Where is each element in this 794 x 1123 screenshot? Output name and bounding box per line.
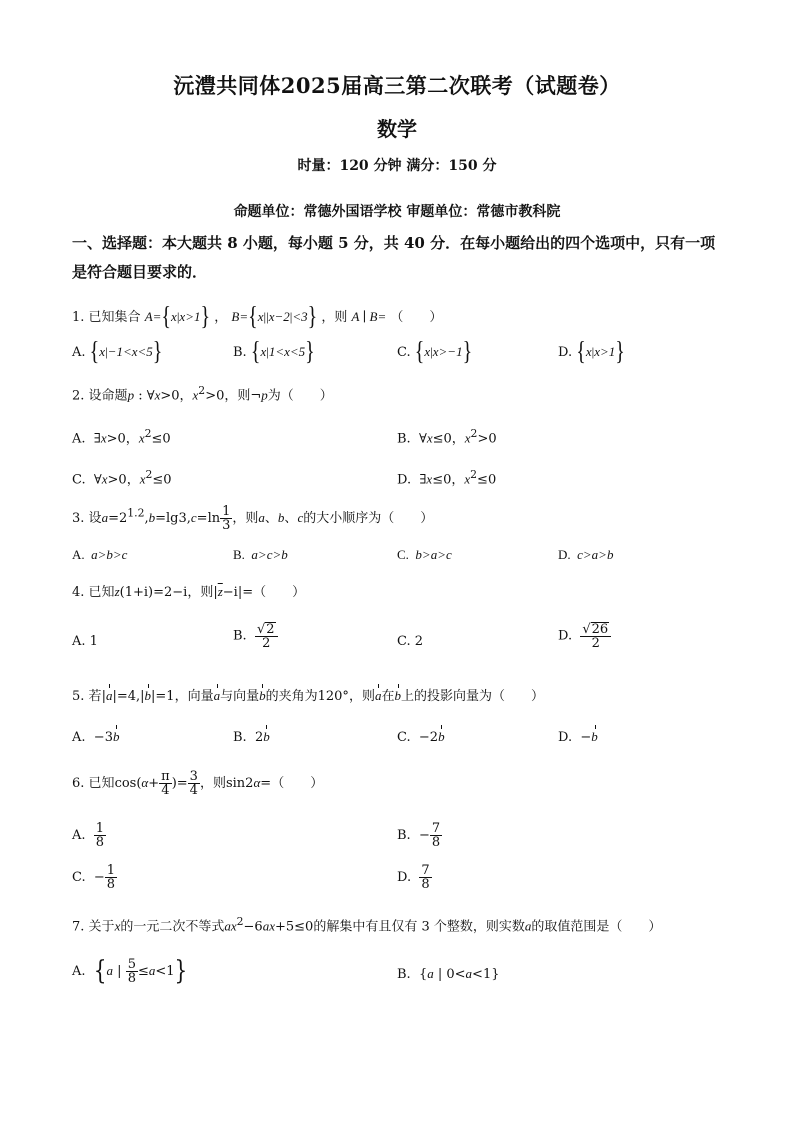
option-b: B. a>c>b — [233, 547, 288, 562]
option-c: C. −2b — [397, 729, 445, 745]
question-6: 6. 已知cos(α+ $\frac{\pi}{4}$ )= $\frac{3}{4}$ ，则sin2α=（ ） — [72, 769, 324, 798]
question-1: 1. 已知集合 A={x|x>1} ， B={x||x−2|<3} ，则 A ∣ B= （ ） — [72, 302, 443, 332]
exam-title: 沅澧共同体2025届高三第二次联考（试题卷） — [173, 73, 621, 98]
option-a: A. 1 — [72, 634, 98, 649]
option-b: B. {x|1<x<5} — [233, 337, 315, 367]
section-intro: 一、选择题：本大题共 8 小题，每小题 5 分，共 40 分．在每小题给出的四个选项中，只有一项是符合题目要求的． — [72, 234, 716, 281]
question-2: 2. 设命题p : ∀x>0，$x^2>0$，则¬p为（ ） — [72, 384, 333, 404]
option-a: A. $\frac{1}{8}$ — [72, 821, 105, 850]
option-c: C. − $\frac{1}{8}$ — [72, 863, 116, 892]
subject-title: 数学 — [377, 117, 417, 141]
time-info: 时量：120 分钟 满分：150 分 — [297, 158, 497, 174]
option-b: B. − $\frac{7}{8}$ — [397, 821, 441, 850]
formula: A={x|x>1} — [144, 302, 211, 332]
option-a: A. {x|−1<x<5} — [72, 337, 163, 367]
option-c: C. b>a>c — [397, 547, 452, 562]
question-5: 5. 若|a|=4,|b|=1，向量a与向量b的夹角为120°，则a在b上的投影向量为（ ） — [72, 688, 544, 704]
question-3: 3. 设$a=2^{1.2},b=\lg 3,c=\ln$ $\frac{1}{3}$ ，则a、b、c的大小顺序为（ ） — [72, 504, 434, 533]
option-a: A. {a | $\frac{5}{8}$ ≤a<1} — [72, 954, 188, 986]
question-7: 7. 关于x的一元二次不等式$ax^2-6ax+5\le 0$的解集中有且仅有 3 个整数，则实数a的取值范围是（ ） — [72, 915, 662, 935]
option-a: A. a>b>c — [72, 547, 128, 562]
option-d: D. $\frac{√26}{2}$ — [558, 622, 611, 650]
option-d: D. −b — [558, 729, 598, 745]
option-b: B. {a | 0<a<1} — [397, 966, 500, 982]
option-b: B. 2b — [233, 729, 270, 745]
formula: B={x||x−2|<3} — [231, 302, 318, 332]
option-c: C. {x|x>−1} — [397, 337, 473, 367]
option-c: C. ∀x>0，$x^2\le 0$ — [72, 468, 172, 488]
option-d: D. {x|x>1} — [558, 337, 625, 367]
option-a: A. ∃x>0，$x^2\le 0$ — [72, 427, 171, 447]
option-a: A. −3b — [72, 729, 120, 745]
option-c: C. 2 — [397, 634, 424, 649]
question-number: 1. — [72, 310, 85, 325]
option-d: D. ∃x≤0，$x^2\le 0$ — [397, 468, 497, 488]
option-b: B. ∀x≤0，$x^2>0$ — [397, 427, 497, 447]
option-d: D. c>a>b — [558, 547, 614, 562]
option-d: D. $\frac{7}{8}$ — [397, 863, 430, 892]
question-4: 4. 已知z(1+i)=2−i，则$|\overline{z}-i|=$（ ） — [72, 584, 306, 600]
author-units: 命题单位：常德外国语学校 审题单位：常德市教科院 — [233, 204, 561, 220]
option-b: B. $\frac{√2}{2}$ — [233, 622, 278, 650]
